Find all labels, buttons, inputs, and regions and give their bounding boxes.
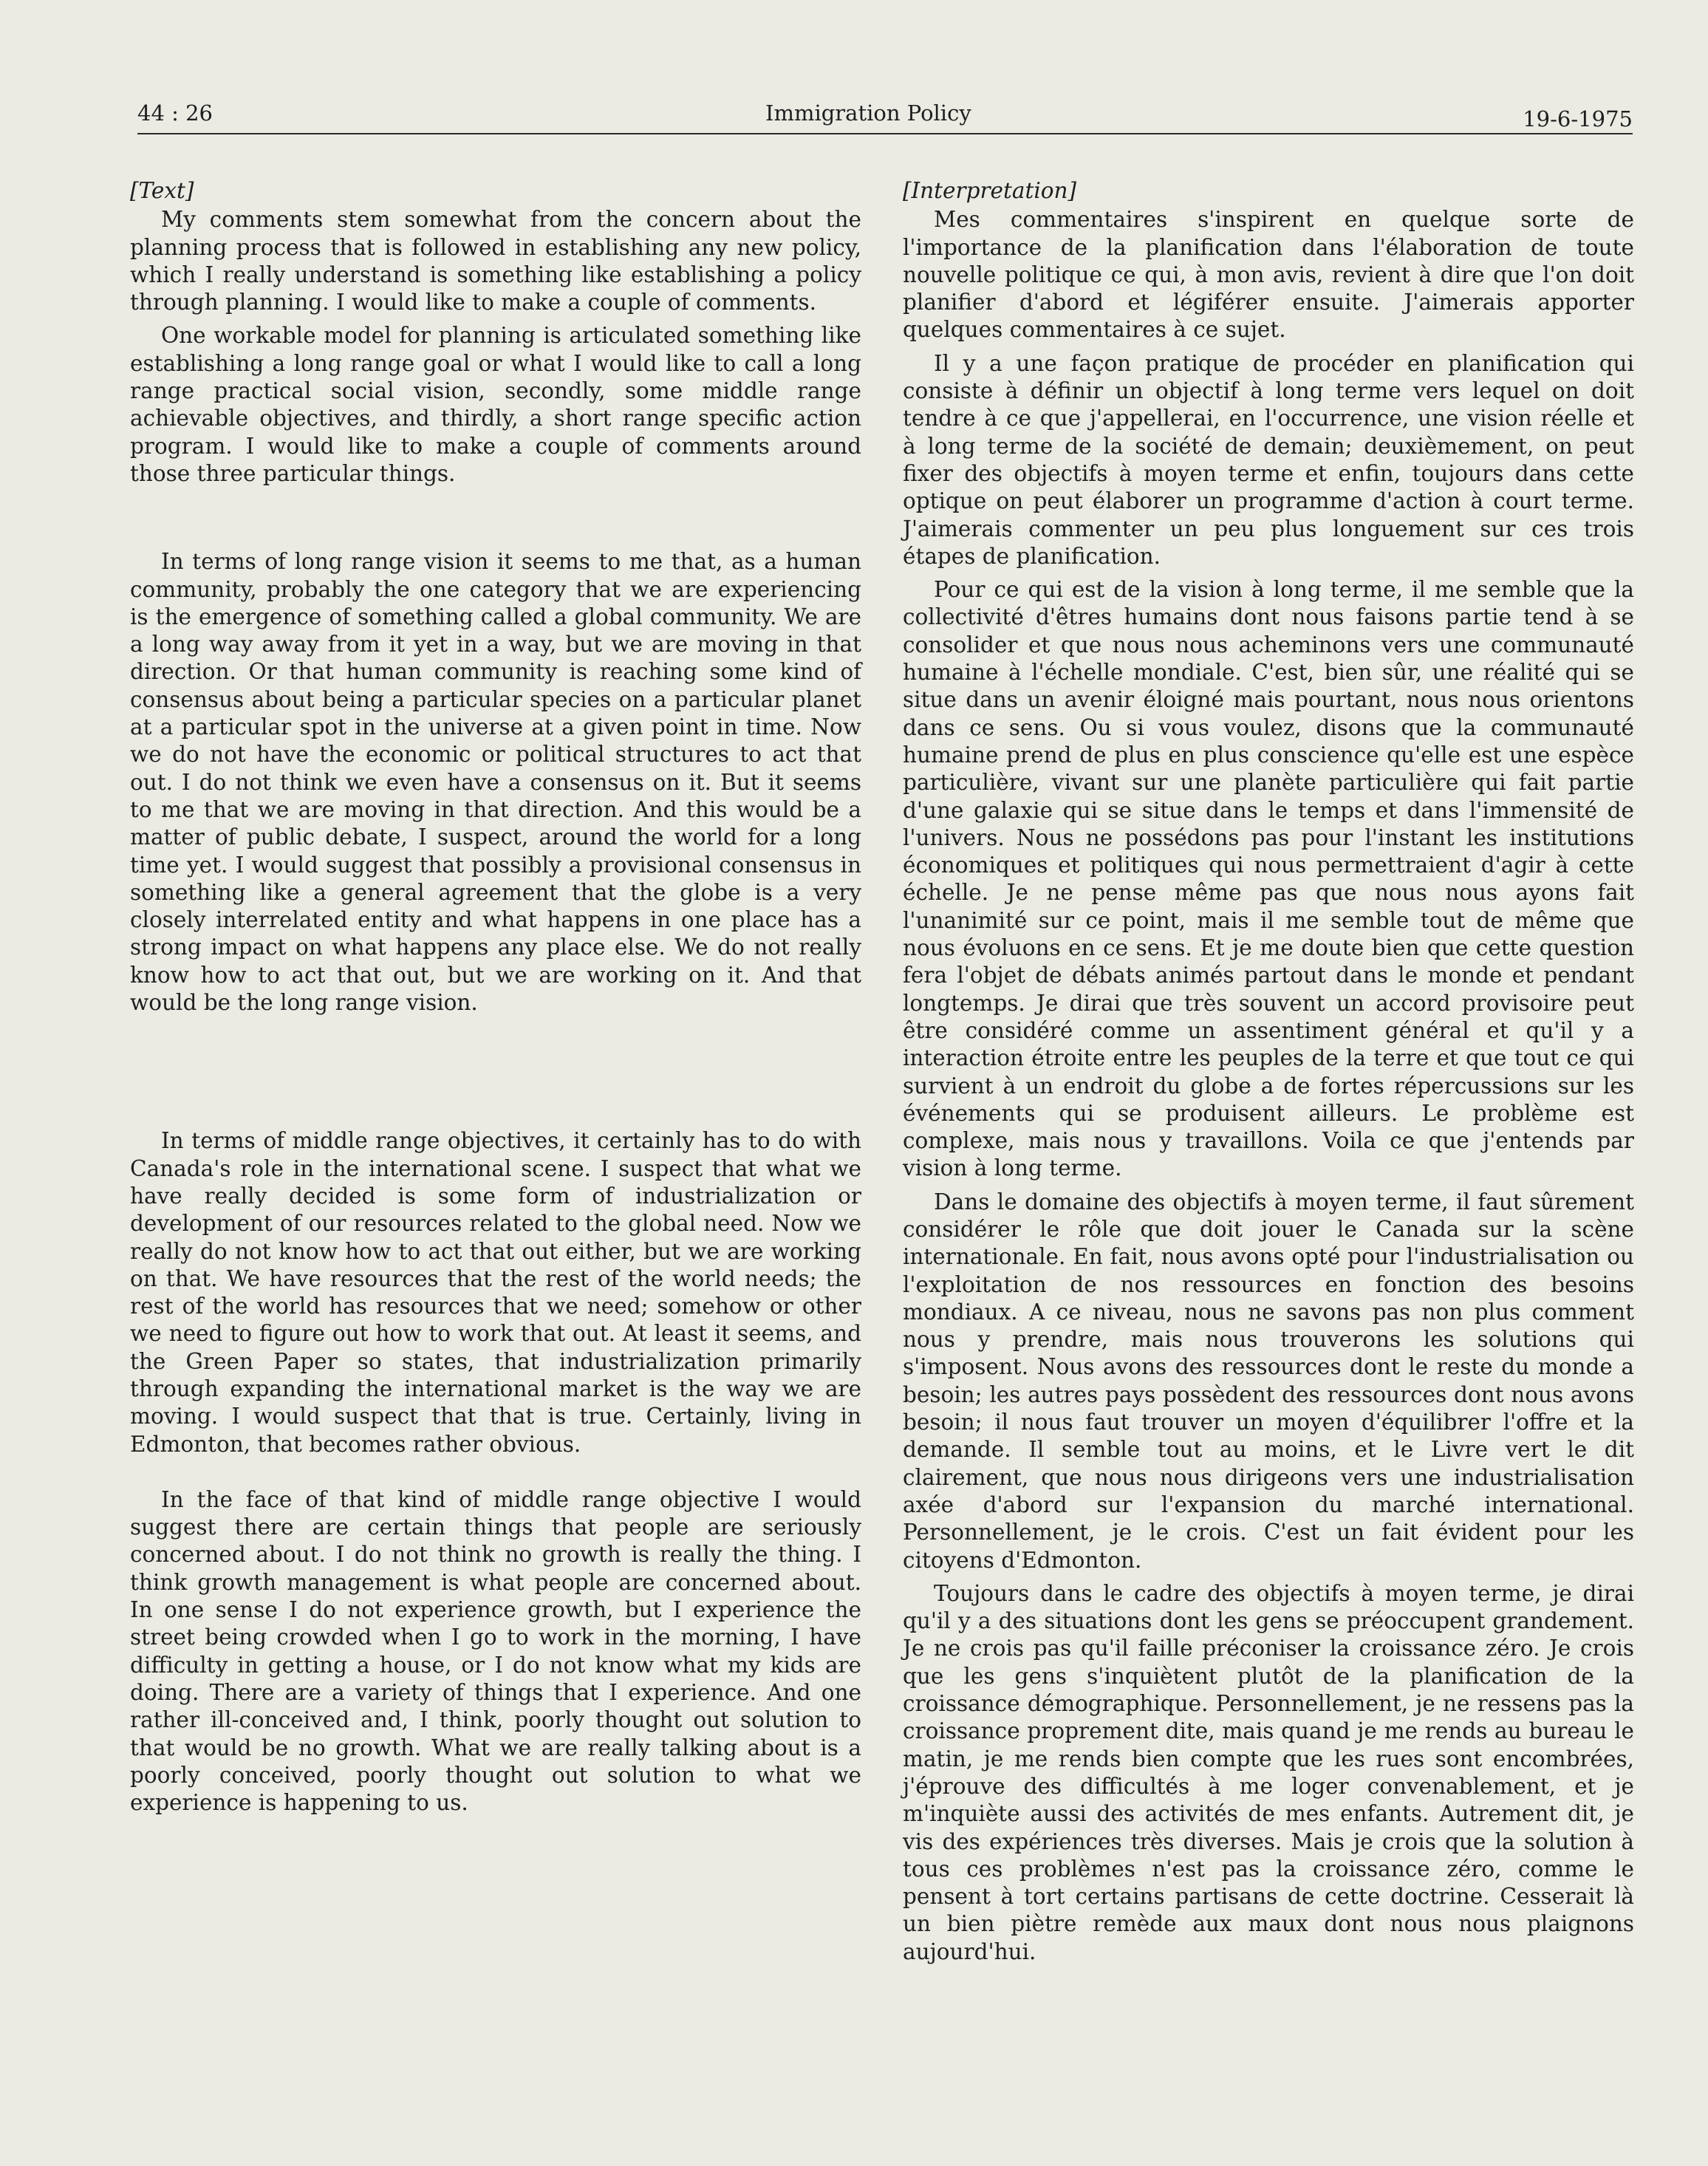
- paragraph: Pour ce qui est de la vision à long terme, il me semble que la collectivité d'êtres humains dont nous faisons partie tend à se consolider et que nous nous acheminons vers une communauté humaine à l'échelle mondiale. C'est, bien sûr, une réalité qui se situe dans un avenir éloigné mais pourtant, nous nous orientons dans ce sens. Ou si vous voulez, disons que la communauté humaine prend de plus en plus conscience qu'elle est une espèce particulière, vivant sur une planète particulière qui fait partie d'une galaxie qui se situe dans le temps et dans l'immensité de l'univers. Nous ne possédons pas pour l'instant les institutions économiques et politiques qui nous permettraient d'agir à cette échelle. Je ne pense même pas que nous nous ayons fait l'unanimité sur ce point, mais il me semble tout de même que nous évoluons en ce sens. Et je me doute bien que cette question fera l'objet de débats animés partout dans le monde et pendant longtemps. Je dirai que très souvent un accord provisoire peut être considéré comme un assentiment général et qu'il y a interaction étroite entre les peuples de la terre et que tout ce qui survient à un endroit du globe a de fortes répercussions sur les événements qui se produisent ailleurs. Le problème est complexe, mais nous y travaillons. Voila ce que j'entends par vision à long terme.: [903, 577, 1634, 1181]
- paragraph: My comments stem somewhat from the concern about the planning process that is followed in establishing any new policy, which I really understand is something like establishing a policy through planning. I would like to make a couple of comments.: [130, 207, 861, 315]
- paragraph: Il y a une façon pratique de procéder en planification qui consiste à définir un objectif à long terme vers lequel on doit tendre à ce que j'appellerai, en l'occurrence, une vision réelle et à long terme de la société de demain; deuxièmement, on peut fixer des objectifs à moyen terme et enfin, toujours dans cette optique on peut élaborer un programme d'action à court terme. J'aimerais commenter un peu plus longuement sur ces trois étapes de planification.: [903, 350, 1634, 569]
- page-number: 44 : 26: [137, 100, 214, 126]
- paragraph: In terms of long range vision it seems to me that, as a human community, probably the one category that we are experiencing is the emergence of something called a global community. We are a long way away from it yet in a way, but we are moving in that direction. Or that human community is reaching some kind of consensus about being a particular species on a particular planet at a particular spot in the universe at a given point in time. Now we do not have the economic or political structures to act that out. I do not think we even have a consensus on it. But it seems to me that we are moving in that direction. And this would be a matter of public debate, I suspect, around the world for a long time yet. I would suggest that possibly a provisional consensus in something like a general agreement that the globe is a very closely interrelated entity and what happens in one place has a strong impact on what happens any place else. We do not really know how to act that out, but we are working on it. And that would be the long range vision.: [130, 549, 861, 1016]
- paragraph: Toujours dans le cadre des objectifs à moyen terme, je dirai qu'il y a des situations dont les gens se préoccupent grandement. Je ne crois pas qu'il faille préconiser la croissance zéro. Je crois que les gens s'inquiètent plutôt de la planification de la croissance démographique. Personnellement, je ne ressens pas la croissance proprement dite, mais quand je me rends au bureau le matin, je me rends bien compte que les rues sont encombrées, j'éprouve des difficultés à me loger convenablement, et je m'inquiète aussi des activités de mes enfants. Autrement dit, je vis des expériences très diverses. Mais je crois que la solution à tous ces problèmes n'est pas la croissance zéro, comme le pensent à tort certains partisans de cette doctrine. Cesserait là un bien piètre remède aux maux dont nous nous plaignons aujourd'hui.: [903, 1580, 1634, 1964]
- paragraph: In terms of middle range objectives, it certainly has to do with Canada's role in the international scene. I suspect that what we have really decided is some form of industrialization or development of our resources related to the global need. Now we really do not know how to act that out either, but we are working on that. We have resources that the rest of the world needs; the rest of the world has resources that we need; somehow or other we need to figure out how to work that out. At least it seems, and the Green Paper so states, that industrialization primarily through expanding the international market is the way we are moving. I would suspect that that is true. Certainly, living in Edmonton, that becomes rather obvious.: [130, 1128, 861, 1457]
- paragraph: In the face of that kind of middle range objective I would suggest there are certain things that people are seriously concerned about. I do not think no growth is really the thing. I think growth management is what people are concerned about. In one sense I do not experience growth, but I experience the street being crowded when I go to work in the morning, I have difficulty in getting a house, or I do not know what my kids are doing. There are a variety of things that I experience. And one rather ill-conceived and, I think, poorly thought out solution to that would be no growth. What we are really talking about is a poorly conceived, poorly thought out solution to what we experience is happening to us.: [130, 1486, 861, 1816]
- text-label: [Text]: [130, 178, 194, 203]
- english-column: [130, 177, 861, 1817]
- page-header: [137, 96, 1633, 134]
- running-title: Immigration Policy: [765, 100, 971, 126]
- paragraph: Dans le domaine des objectifs à moyen terme, il faut sûrement considérer le rôle que doit jouer le Canada sur la scène internationale. En fait, nous avons opté pour l'industrialisation ou l'exploitation de nos ressources en fonction des besoins mondiaux. A ce niveau, nous ne savons pas non plus comment nous y prendre, mais nous trouverons les solutions qui s'imposent. Nous avons des ressources dont le reste du monde a besoin; les autres pays possèdent des ressources dont nous avons besoin; il nous faut trouver un moyen d'équilibrer l'offre et la demande. Il semble tout au moins, et le Livre vert le dit clairement, que nous nous dirigeons vers une industrialisation axée d'abord sur l'expansion du marché international. Personnellement, je le crois. C'est un fait évident pour les citoyens d'Edmonton.: [903, 1189, 1634, 1573]
- paragraph: Mes commentaires s'inspirent en quelque sorte de l'importance de la planification dans l'élaboration de toute nouvelle politique ce qui, à mon avis, revient à dire que l'on doit planifier d'abord et légiférer ensuite. J'aimerais apporter quelques commentaires à ce sujet.: [903, 207, 1634, 343]
- french-column: [903, 177, 1634, 1966]
- header-date: 19-6-1975: [1523, 106, 1633, 131]
- paragraph: One workable model for planning is articulated something like establishing a long range goal or what I would like to call a long range practical social vision, secondly, some middle range achievable objectives, and thirdly, a short range specific action program. I would like to make a couple of comments around those three particular things.: [130, 323, 861, 486]
- interpretation-label: [Interpretation]: [903, 178, 1077, 203]
